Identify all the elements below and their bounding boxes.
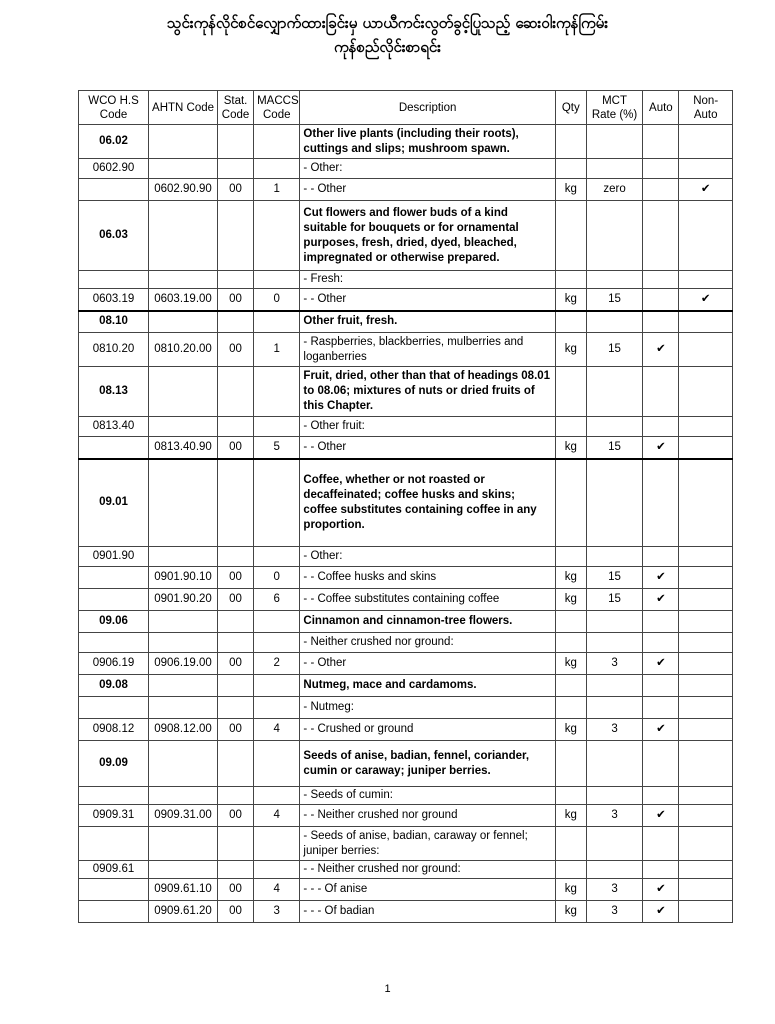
cell-wco-code: 08.10: [79, 311, 149, 333]
table-row: [79, 861, 733, 879]
table-row: [79, 179, 733, 201]
cell-qty: [555, 271, 586, 289]
header-mct-rate: MCT Rate (%): [586, 91, 643, 125]
cell-description: Coffee, whether or not roasted or decaffeinated; coffee husks and skins; coffee substitutes containing coffee in any proportion.: [300, 459, 555, 547]
table-row: [79, 311, 733, 333]
cell-mct-rate: [586, 271, 643, 289]
cell-auto-check: [643, 861, 679, 879]
cell-non-auto-check: [679, 861, 733, 879]
cell-ahtn-code: 0810.20.00: [149, 333, 218, 367]
cell-mct-rate: 3: [586, 879, 643, 901]
cell-qty: [555, 633, 586, 653]
cell-qty: [555, 547, 586, 567]
header-ahtn-code: AHTN Code: [149, 91, 218, 125]
cell-maccs-code: 4: [254, 805, 300, 827]
cell-ahtn-code: 0813.40.90: [149, 437, 218, 459]
cell-ahtn-code: [149, 611, 218, 633]
cell-non-auto-check: [679, 633, 733, 653]
cell-mct-rate: 15: [586, 589, 643, 611]
cell-description: Cut flowers and flower buds of a kind suitable for bouquets or for ornamental purposes, fresh, dried, dyed, bleached, impregnated or otherwise prepared.: [300, 201, 555, 271]
cell-mct-rate: [586, 125, 643, 159]
cell-wco-code: [79, 589, 149, 611]
cell-auto-check: [643, 289, 679, 311]
cell-stat-code: 00: [218, 589, 254, 611]
cell-ahtn-code: 0901.90.20: [149, 589, 218, 611]
cell-description: Seeds of anise, badian, fennel, coriander, cumin or caraway; juniper berries.: [300, 741, 555, 787]
cell-description: - Raspberries, blackberries, mulberries and loganberries: [300, 333, 555, 367]
cell-description: - Nutmeg:: [300, 697, 555, 719]
cell-non-auto-check: [679, 417, 733, 437]
cell-ahtn-code: [149, 311, 218, 333]
cell-wco-code: 0909.61: [79, 861, 149, 879]
cell-description: Nutmeg, mace and cardamoms.: [300, 675, 555, 697]
cell-non-auto-check: ✔: [679, 179, 733, 201]
cell-auto-check: ✔: [643, 333, 679, 367]
cell-ahtn-code: [149, 633, 218, 653]
cell-mct-rate: [586, 827, 643, 861]
cell-non-auto-check: [679, 125, 733, 159]
header-qty: Qty: [555, 91, 586, 125]
cell-wco-code: 09.08: [79, 675, 149, 697]
cell-ahtn-code: [149, 861, 218, 879]
cell-maccs-code: 4: [254, 879, 300, 901]
cell-wco-code: [79, 437, 149, 459]
cell-qty: [555, 459, 586, 547]
cell-description: - Seeds of cumin:: [300, 787, 555, 805]
cell-wco-code: 0813.40: [79, 417, 149, 437]
cell-auto-check: [643, 547, 679, 567]
cell-qty: kg: [555, 179, 586, 201]
cell-description: - Neither crushed nor ground:: [300, 633, 555, 653]
cell-auto-check: [643, 311, 679, 333]
table-row: [79, 567, 733, 589]
cell-non-auto-check: [679, 459, 733, 547]
cell-wco-code: 0810.20: [79, 333, 149, 367]
cell-non-auto-check: [679, 697, 733, 719]
cell-ahtn-code: [149, 417, 218, 437]
cell-auto-check: ✔: [643, 719, 679, 741]
cell-auto-check: [643, 633, 679, 653]
cell-auto-check: ✔: [643, 805, 679, 827]
cell-qty: kg: [555, 653, 586, 675]
cell-ahtn-code: [149, 201, 218, 271]
table-row: [79, 417, 733, 437]
cell-description: Cinnamon and cinnamon-tree flowers.: [300, 611, 555, 633]
cell-ahtn-code: [149, 547, 218, 567]
table-row: [79, 827, 733, 861]
cell-stat-code: [218, 417, 254, 437]
cell-wco-code: 09.06: [79, 611, 149, 633]
cell-auto-check: [643, 417, 679, 437]
cell-qty: [555, 827, 586, 861]
cell-non-auto-check: [679, 805, 733, 827]
cell-wco-code: [79, 787, 149, 805]
cell-description: - - Other: [300, 289, 555, 311]
cell-wco-code: [79, 697, 149, 719]
cell-auto-check: ✔: [643, 901, 679, 923]
cell-mct-rate: [586, 367, 643, 417]
cell-stat-code: 00: [218, 289, 254, 311]
cell-qty: kg: [555, 901, 586, 923]
table-row: [79, 333, 733, 367]
cell-non-auto-check: [679, 675, 733, 697]
header-description: Description: [300, 91, 555, 125]
header-stat-code: Stat. Code: [218, 91, 254, 125]
cell-qty: kg: [555, 289, 586, 311]
table-row: [79, 633, 733, 653]
table-row: [79, 697, 733, 719]
cell-non-auto-check: [679, 787, 733, 805]
cell-wco-code: [79, 567, 149, 589]
cell-stat-code: [218, 827, 254, 861]
cell-maccs-code: 6: [254, 589, 300, 611]
cell-wco-code: 0603.19: [79, 289, 149, 311]
table-row: [79, 159, 733, 179]
cell-description: - - Other: [300, 179, 555, 201]
cell-auto-check: [643, 459, 679, 547]
cell-qty: [555, 697, 586, 719]
cell-qty: [555, 417, 586, 437]
table-row: [79, 719, 733, 741]
cell-wco-code: [79, 901, 149, 923]
cell-mct-rate: [586, 201, 643, 271]
cell-stat-code: 00: [218, 333, 254, 367]
cell-description: - Fresh:: [300, 271, 555, 289]
cell-stat-code: 00: [218, 879, 254, 901]
cell-maccs-code: [254, 271, 300, 289]
cell-stat-code: [218, 125, 254, 159]
cell-ahtn-code: [149, 125, 218, 159]
cell-qty: kg: [555, 589, 586, 611]
cell-ahtn-code: [149, 459, 218, 547]
cell-stat-code: 00: [218, 805, 254, 827]
cell-non-auto-check: [679, 653, 733, 675]
cell-ahtn-code: 0909.61.10: [149, 879, 218, 901]
cell-mct-rate: 3: [586, 653, 643, 675]
table-row: [79, 805, 733, 827]
cell-qty: [555, 787, 586, 805]
cell-mct-rate: [586, 741, 643, 787]
cell-stat-code: [218, 367, 254, 417]
cell-maccs-code: 5: [254, 437, 300, 459]
cell-qty: kg: [555, 719, 586, 741]
table-row: [79, 675, 733, 697]
cell-mct-rate: 15: [586, 289, 643, 311]
cell-auto-check: [643, 741, 679, 787]
cell-stat-code: [218, 697, 254, 719]
cell-maccs-code: [254, 611, 300, 633]
cell-stat-code: [218, 271, 254, 289]
table-row: [79, 653, 733, 675]
cell-non-auto-check: [679, 901, 733, 923]
cell-non-auto-check: [679, 547, 733, 567]
table-row: [79, 271, 733, 289]
cell-auto-check: [643, 367, 679, 417]
cell-auto-check: [643, 827, 679, 861]
cell-maccs-code: 2: [254, 653, 300, 675]
cell-auto-check: [643, 787, 679, 805]
cell-ahtn-code: [149, 787, 218, 805]
page-number: 1: [384, 983, 391, 995]
cell-non-auto-check: [679, 311, 733, 333]
cell-wco-code: 0602.90: [79, 159, 149, 179]
cell-qty: [555, 159, 586, 179]
cell-description: - - - Of badian: [300, 901, 555, 923]
cell-qty: kg: [555, 805, 586, 827]
cell-auto-check: [643, 675, 679, 697]
cell-description: Other fruit, fresh.: [300, 311, 555, 333]
cell-non-auto-check: [679, 367, 733, 417]
cell-non-auto-check: [679, 437, 733, 459]
cell-stat-code: [218, 611, 254, 633]
cell-non-auto-check: [679, 159, 733, 179]
cell-mct-rate: [586, 675, 643, 697]
cell-stat-code: [218, 547, 254, 567]
cell-auto-check: [643, 201, 679, 271]
header-auto: Auto: [643, 91, 679, 125]
table-row: [79, 589, 733, 611]
cell-wco-code: [79, 271, 149, 289]
table-header-row: [79, 91, 733, 125]
cell-non-auto-check: [679, 567, 733, 589]
table-row: [79, 901, 733, 923]
cell-description: - - Neither crushed nor ground:: [300, 861, 555, 879]
cell-maccs-code: 0: [254, 567, 300, 589]
cell-mct-rate: [586, 787, 643, 805]
cell-non-auto-check: [679, 827, 733, 861]
cell-mct-rate: [586, 547, 643, 567]
cell-mct-rate: [586, 633, 643, 653]
cell-stat-code: [218, 633, 254, 653]
cell-wco-code: 09.01: [79, 459, 149, 547]
cell-description: - - Coffee husks and skins: [300, 567, 555, 589]
cell-description: - - Coffee substitutes containing coffee: [300, 589, 555, 611]
cell-maccs-code: [254, 787, 300, 805]
cell-stat-code: [218, 675, 254, 697]
cell-auto-check: ✔: [643, 879, 679, 901]
cell-wco-code: 06.02: [79, 125, 149, 159]
table-row: [79, 879, 733, 901]
cell-mct-rate: [586, 861, 643, 879]
cell-stat-code: [218, 741, 254, 787]
cell-maccs-code: [254, 125, 300, 159]
cell-maccs-code: [254, 201, 300, 271]
table-row: [79, 459, 733, 547]
cell-description: - - Other: [300, 437, 555, 459]
cell-mct-rate: [586, 459, 643, 547]
cell-mct-rate: zero: [586, 179, 643, 201]
table-row: [79, 437, 733, 459]
cell-ahtn-code: [149, 159, 218, 179]
cell-stat-code: 00: [218, 653, 254, 675]
cell-mct-rate: [586, 417, 643, 437]
cell-stat-code: [218, 159, 254, 179]
cell-maccs-code: [254, 459, 300, 547]
cell-qty: [555, 861, 586, 879]
cell-ahtn-code: 0909.31.00: [149, 805, 218, 827]
cell-mct-rate: 15: [586, 567, 643, 589]
table-row: [79, 367, 733, 417]
cell-description: - Seeds of anise, badian, caraway or fennel; juniper berries:: [300, 827, 555, 861]
cell-maccs-code: [254, 159, 300, 179]
cell-description: - - Other: [300, 653, 555, 675]
cell-ahtn-code: 0602.90.90: [149, 179, 218, 201]
cell-ahtn-code: [149, 741, 218, 787]
cell-maccs-code: [254, 697, 300, 719]
tariff-table: [78, 90, 733, 923]
cell-description: Fruit, dried, other than that of headings 08.01 to 08.06; mixtures of nuts or dried fruits of this Chapter.: [300, 367, 555, 417]
cell-qty: [555, 367, 586, 417]
cell-stat-code: [218, 459, 254, 547]
cell-maccs-code: [254, 417, 300, 437]
cell-ahtn-code: 0603.19.00: [149, 289, 218, 311]
cell-wco-code: [79, 179, 149, 201]
cell-wco-code: [79, 633, 149, 653]
cell-qty: [555, 741, 586, 787]
cell-stat-code: [218, 861, 254, 879]
cell-ahtn-code: [149, 367, 218, 417]
header-wco-code: WCO H.S Code: [79, 91, 149, 125]
document-title: သွင်းကုန်လိုင်စင်လျှောက်ထားခြင်းမှ ယာယီကင်းလွတ်ခွင့်ပြုသည့် ဆေးဝါးကုန်ကြမ်း: [166, 14, 609, 32]
cell-auto-check: ✔: [643, 567, 679, 589]
cell-auto-check: ✔: [643, 653, 679, 675]
cell-mct-rate: [586, 697, 643, 719]
cell-description: - Other:: [300, 159, 555, 179]
cell-ahtn-code: 0906.19.00: [149, 653, 218, 675]
cell-maccs-code: 1: [254, 333, 300, 367]
cell-stat-code: 00: [218, 567, 254, 589]
cell-ahtn-code: 0908.12.00: [149, 719, 218, 741]
cell-description: - - Neither crushed nor ground: [300, 805, 555, 827]
cell-mct-rate: 15: [586, 437, 643, 459]
cell-wco-code: [79, 827, 149, 861]
cell-mct-rate: 3: [586, 805, 643, 827]
cell-auto-check: [643, 611, 679, 633]
cell-qty: kg: [555, 879, 586, 901]
cell-auto-check: [643, 159, 679, 179]
cell-stat-code: [218, 787, 254, 805]
document-subtitle: ကုန်စည်လိုင်းစာရင်း: [334, 38, 441, 56]
cell-qty: [555, 675, 586, 697]
cell-non-auto-check: [679, 719, 733, 741]
cell-maccs-code: [254, 827, 300, 861]
table-row: [79, 201, 733, 271]
cell-wco-code: 0901.90: [79, 547, 149, 567]
table-row: [79, 289, 733, 311]
cell-qty: [555, 125, 586, 159]
cell-description: Other live plants (including their roots), cuttings and slips; mushroom spawn.: [300, 125, 555, 159]
cell-wco-code: 06.03: [79, 201, 149, 271]
cell-ahtn-code: 0901.90.10: [149, 567, 218, 589]
cell-non-auto-check: [679, 201, 733, 271]
cell-auto-check: [643, 125, 679, 159]
table-row: [79, 125, 733, 159]
cell-stat-code: [218, 201, 254, 271]
cell-non-auto-check: [679, 589, 733, 611]
table-row: [79, 741, 733, 787]
cell-maccs-code: [254, 861, 300, 879]
cell-wco-code: 0909.31: [79, 805, 149, 827]
cell-stat-code: 00: [218, 179, 254, 201]
cell-non-auto-check: [679, 611, 733, 633]
cell-qty: [555, 611, 586, 633]
cell-description: - Other:: [300, 547, 555, 567]
cell-maccs-code: [254, 633, 300, 653]
table-row: [79, 787, 733, 805]
cell-non-auto-check: [679, 741, 733, 787]
cell-mct-rate: [586, 311, 643, 333]
cell-mct-rate: 3: [586, 901, 643, 923]
cell-qty: [555, 311, 586, 333]
cell-ahtn-code: [149, 697, 218, 719]
cell-non-auto-check: [679, 879, 733, 901]
cell-mct-rate: 3: [586, 719, 643, 741]
cell-non-auto-check: [679, 271, 733, 289]
cell-description: - Other fruit:: [300, 417, 555, 437]
cell-description: - - Crushed or ground: [300, 719, 555, 741]
cell-non-auto-check: [679, 333, 733, 367]
cell-qty: [555, 201, 586, 271]
cell-maccs-code: [254, 675, 300, 697]
cell-maccs-code: [254, 367, 300, 417]
cell-wco-code: 0906.19: [79, 653, 149, 675]
cell-ahtn-code: [149, 827, 218, 861]
cell-qty: kg: [555, 437, 586, 459]
table-row: [79, 547, 733, 567]
cell-auto-check: [643, 697, 679, 719]
cell-mct-rate: [586, 611, 643, 633]
cell-wco-code: 0908.12: [79, 719, 149, 741]
cell-maccs-code: 0: [254, 289, 300, 311]
header-non-auto: Non-Auto: [679, 91, 733, 125]
cell-non-auto-check: ✔: [679, 289, 733, 311]
cell-auto-check: [643, 179, 679, 201]
table-row: [79, 611, 733, 633]
cell-auto-check: [643, 271, 679, 289]
cell-ahtn-code: [149, 675, 218, 697]
cell-qty: kg: [555, 333, 586, 367]
cell-stat-code: 00: [218, 437, 254, 459]
cell-auto-check: ✔: [643, 437, 679, 459]
cell-mct-rate: 15: [586, 333, 643, 367]
cell-maccs-code: [254, 547, 300, 567]
header-maccs-code: MACCS Code: [254, 91, 300, 125]
cell-description: - - - Of anise: [300, 879, 555, 901]
cell-mct-rate: [586, 159, 643, 179]
cell-maccs-code: [254, 741, 300, 787]
cell-maccs-code: 3: [254, 901, 300, 923]
cell-maccs-code: [254, 311, 300, 333]
cell-wco-code: [79, 879, 149, 901]
cell-ahtn-code: 0909.61.20: [149, 901, 218, 923]
cell-stat-code: 00: [218, 719, 254, 741]
cell-stat-code: [218, 311, 254, 333]
cell-maccs-code: 1: [254, 179, 300, 201]
cell-ahtn-code: [149, 271, 218, 289]
cell-auto-check: ✔: [643, 589, 679, 611]
cell-wco-code: 08.13: [79, 367, 149, 417]
cell-maccs-code: 4: [254, 719, 300, 741]
cell-stat-code: 00: [218, 901, 254, 923]
cell-qty: kg: [555, 567, 586, 589]
cell-wco-code: 09.09: [79, 741, 149, 787]
